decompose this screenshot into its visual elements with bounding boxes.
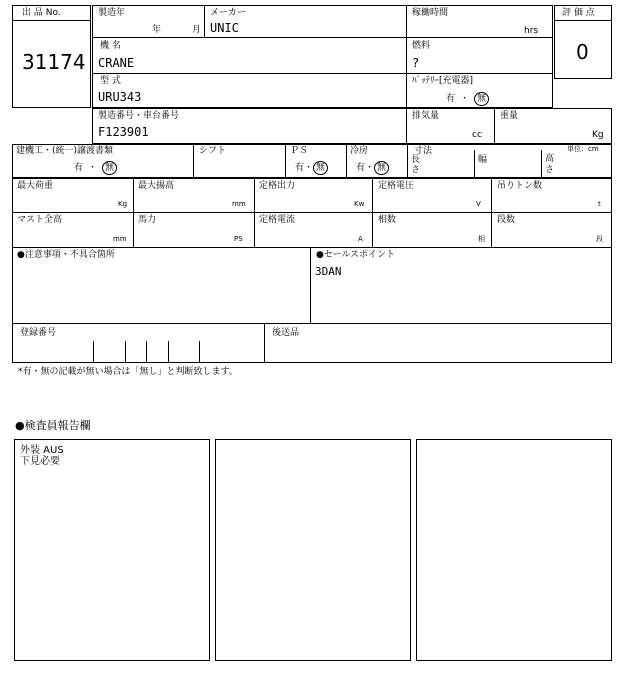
v-divider-weight [494,108,495,144]
dim-length-b: さ [411,165,421,175]
ps-yes: 有 [295,163,305,173]
sales-point-value: 3DAN [315,265,342,278]
notes-divider [310,247,311,324]
shift-label: シフト [199,146,227,156]
h-divider-2 [92,73,553,74]
dim-width: 幅 [478,155,488,165]
phase-count-unit: 相 [478,235,485,243]
h-divider-1 [92,37,553,38]
ps-options [295,161,328,175]
battery-label: ﾊﾞｯﾃﾘｰ[充電器] [412,76,474,86]
rating-value: 0 [576,40,589,64]
v-divider-right-col [406,5,407,108]
year-unit: 年 [152,25,162,35]
lifting-tonnage-label: 吊りトン数 [497,181,543,191]
specs-col-3 [254,178,255,248]
mast-height-unit: mm [113,235,127,243]
inspector-box-2 [215,439,411,661]
battery-no-circled: 無 [474,92,489,106]
notes-label: ●注意事項・不具合箇所 [17,250,115,260]
registration-divider [264,323,265,363]
dimensions-unit-note: 単位：cm [567,145,599,153]
transfer-doc-label: 建機工・(統一)譲渡書類 [16,146,114,156]
reg-cell-4 [168,341,169,363]
stage-count-label: 段数 [497,215,516,225]
ac-no-circled: 無 [374,161,389,175]
specs-mid-divider [12,212,612,213]
v-divider-shift [193,144,194,178]
v-divider-ps [285,144,286,178]
rated-voltage-unit: V [476,200,481,208]
rating-divider [554,20,612,21]
v-divider-ac [346,144,347,178]
v-divider-height [541,150,542,178]
operating-hours-unit: hrs [524,26,539,36]
rating-label: 評 価 点 [562,8,595,18]
displacement-unit: cc [472,130,482,140]
transfer-doc-no-circled: 無 [102,161,117,175]
registration-label: 登録番号 [20,328,57,338]
ac-label: 冷房 [350,146,369,156]
battery-sep: ・ [460,94,470,104]
dim-height-b: さ [545,165,555,175]
inspector-box-3 [416,439,612,661]
max-lift-height-unit: mm [232,200,246,208]
maker-value: UNIC [210,21,239,35]
weight-label: 重量 [500,111,519,121]
fuel-value: ? [412,56,420,70]
v-divider-maker [204,5,205,37]
registration-box [12,323,612,363]
battery-yes: 有 [446,94,456,104]
ps-label: ＰＳ [290,146,309,156]
rated-current-label: 定格電流 [259,215,296,225]
dimensions-label: 寸法 [414,146,433,156]
transfer-doc-options [74,161,117,175]
horsepower-unit: PS [234,235,243,243]
ps-sep: ・ [304,163,314,173]
lifting-tonnage-unit: t [598,200,601,208]
inspector-box-1 [14,439,210,661]
max-lift-height-label: 最大揚高 [138,181,175,191]
reg-cell-1 [93,341,94,363]
month-unit: 月 [192,25,202,35]
ac-yes: 有 [356,163,366,173]
inspector-note-line-2: 下見必要 [20,456,60,467]
item-no-label: 出 品 No. [22,8,61,18]
model-type-label: 型 式 [100,76,121,86]
rated-output-label: 定格出力 [259,181,296,191]
phase-count-label: 相数 [378,215,397,225]
dim-length-a: 長 [411,155,421,165]
inspector-note-line-1: 外装 AUS [20,445,64,456]
battery-options [446,92,489,106]
serial-label: 製造番号・車台番号 [98,111,180,121]
horsepower-label: 馬力 [138,215,157,225]
weight-unit: Kg [592,130,604,140]
max-load-unit: Kg [118,200,128,208]
footnote: *有・無の記載が無い場合は「無し」と判断致します。 [18,367,238,377]
sales-point-label: ●セールスポイント [316,250,396,260]
v-divider-dim [407,144,408,178]
v-divider-width [474,150,475,178]
model-type-value: URU343 [98,90,142,104]
reg-cell-5 [199,341,200,363]
specs-col-4 [372,178,373,248]
year-made-label: 製造年 [98,8,126,18]
maker-label: メーカー [210,8,246,18]
stage-count-unit: 段 [596,235,603,243]
item-no-value: 31174 [22,50,86,74]
ps-no-circled: 無 [313,161,328,175]
model-name-label: 機 名 [100,41,121,51]
max-load-label: 最大荷重 [17,181,54,191]
mast-height-label: マスト全高 [17,215,63,225]
ac-sep: ・ [365,163,375,173]
model-name-value: CRANE [98,56,135,70]
rated-output-unit: Kw [354,200,365,208]
v-divider-serial [406,108,407,144]
rated-voltage-label: 定格電圧 [378,181,415,191]
reg-cell-2 [125,341,126,363]
specs-col-5 [491,178,492,248]
rated-current-unit: A [358,235,363,243]
transfer-doc-yes: 有 [74,163,84,173]
serial-value: F123901 [98,125,149,139]
specs-col-2 [133,178,134,248]
reg-cell-3 [146,341,147,363]
inspector-title: ●検査員報告欄 [15,419,91,432]
shipment-label: 後送品 [272,328,300,338]
operating-hours-label: 稼働時間 [412,8,449,18]
item-no-divider [12,20,91,21]
transfer-doc-sep: ・ [88,163,98,173]
dim-height-a: 高 [545,154,555,164]
displacement-label: 排気量 [412,111,440,121]
ac-options [356,161,389,175]
fuel-label: 燃料 [412,41,431,51]
